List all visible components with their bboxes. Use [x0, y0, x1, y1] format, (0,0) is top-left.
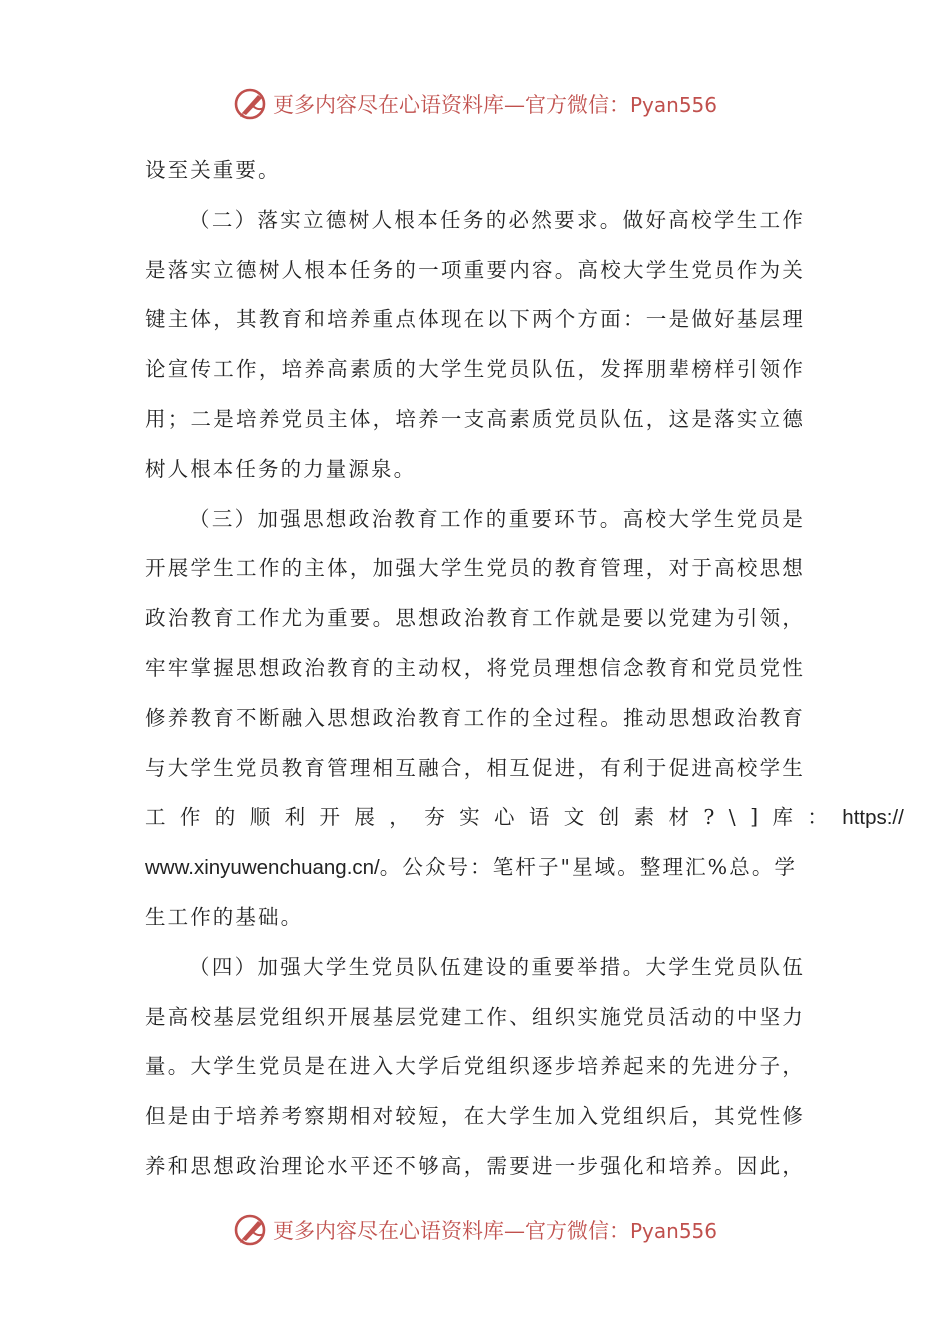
text-line-with-url: [145, 843, 805, 893]
paragraph-heading-2: （二）落实立德树人根本任务的必然要求。做好高校学生工作: [189, 207, 805, 232]
text-segment: 。公众号：笔杆子"星域。整理汇%总。学: [379, 855, 798, 880]
text-line: 生工作的基础。: [145, 904, 304, 929]
paragraph-heading-4: （四）加强大学生党员队伍建设的重要举措。大学生党员队伍: [189, 954, 805, 979]
pen-logo-icon: [233, 1212, 269, 1248]
header-banner: [0, 82, 950, 126]
text-line: 是高校基层党组织开展基层党建工作、组织实施党员活动的中坚力: [145, 1004, 805, 1029]
text-line: 开展学生工作的主体，加强大学生党员的教育管理，对于高校思想: [145, 556, 805, 581]
text-line: 是落实立德树人根本任务的一项重要内容。高校大学生党员作为关: [145, 257, 805, 282]
header-banner-wechat-id: Pyan556: [629, 93, 717, 117]
text-line: 与大学生党员教育管理相互融合，相互促进，有利于促进高校学生: [145, 755, 805, 780]
text-line: 修养教育不断融入思想政治教育工作的全过程。推动思想政治教育: [145, 705, 805, 730]
text-line: 量。大学生党员是在进入大学后党组织逐步培养起来的先进分子，: [145, 1054, 805, 1079]
url-segment: https://: [842, 806, 904, 830]
text-line: 政治教育工作尤为重要。思想政治教育工作就是要以党建为引领，: [145, 606, 805, 631]
header-banner-text: [273, 89, 717, 119]
document-body: [145, 146, 904, 1192]
url-segment: www.xinyuwenchuang.cn/: [145, 856, 380, 880]
text-line: 树人根本任务的力量源泉。: [145, 456, 417, 481]
header-banner-cn: 更多内容尽在心语资料库—官方微信：: [272, 93, 630, 117]
text-line: 但是由于培养考察期相对较短，在大学生加入党组织后，其党性修: [145, 1104, 805, 1129]
text-line: 养和思想政治理论水平还不够高，需要进一步强化和培养。因此，: [145, 1153, 805, 1178]
footer-banner: [0, 1208, 950, 1252]
text-line: 键主体，其教育和培养重点体现在以下两个方面：一是做好基层理: [145, 307, 805, 332]
footer-banner-text: [273, 1215, 717, 1245]
footer-banner-cn: 更多内容尽在心语资料库—官方微信：: [272, 1219, 630, 1243]
text-line: 用；二是培养党员主体，培养一支高素质党员队伍，这是落实立德: [145, 406, 805, 431]
footer-banner-wechat-id: Pyan556: [629, 1219, 717, 1243]
text-line: 设至关重要。: [145, 158, 281, 182]
text-line: 牢牢掌握思想政治教育的主动权，将党员理想信念教育和党员党性: [145, 655, 805, 680]
pen-logo-icon: [233, 86, 269, 122]
text-line-with-url: [145, 793, 904, 843]
paragraph-heading-3: （三）加强思想政治教育工作的重要环节。高校大学生党员是: [189, 506, 805, 531]
text-segment: 工作的顺利开展，夯实心语文创素材?\]库：: [145, 805, 843, 830]
text-line: 论宣传工作，培养高素质的大学生党员队伍，发挥朋辈榜样引领作: [145, 357, 805, 382]
